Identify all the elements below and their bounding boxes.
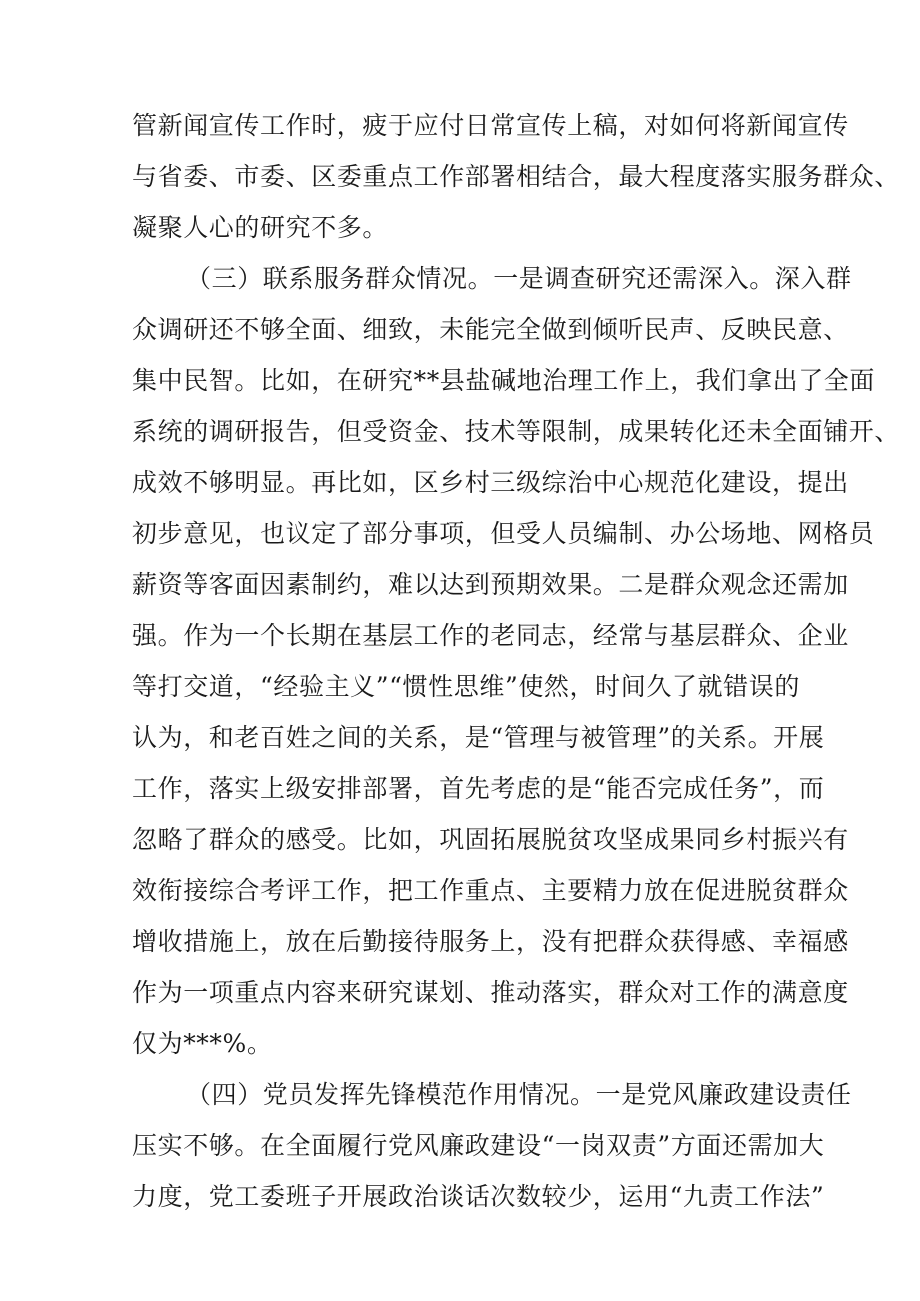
text-line: 仅为***%。 xyxy=(132,1029,273,1058)
text-line: 系统的调研报告，但受资金、技术等限制，成果转化还未全面铺开、 xyxy=(132,417,901,446)
text-line: 集中民智。比如，在研究**县盐碱地治理工作上，我们拿出了全面 xyxy=(132,366,876,395)
text-line: 工作，落实上级安排部署，首先考虑的是“能否完成任务”，而 xyxy=(132,774,825,803)
text-line: 增收措施上，放在后勤接待服务上，没有把群众获得感、幸福感 xyxy=(132,927,849,956)
text-line: 忽略了群众的感受。比如，巩固拓展脱贫攻坚成果同乡村振兴有 xyxy=(132,825,849,854)
text-line: 等打交道，“经验主义”“惯性思维”使然，时间久了就错误的 xyxy=(132,672,800,701)
text-line: 与省委、市委、区委重点工作部署相结合，最大程度落实服务群众、 xyxy=(132,162,901,191)
text-line: 强。作为一个长期在基层工作的老同志，经常与基层群众、企业 xyxy=(132,621,849,650)
text-line: 凝聚人心的研究不多。 xyxy=(132,213,389,242)
text-line: 成效不够明显。再比如，区乡村三级综治中心规范化建设，提出 xyxy=(132,468,849,497)
text-line: 力度，党工委班子开展政治谈话次数较少，运用“九责工作法” xyxy=(132,1182,825,1211)
text-line: 众调研还不够全面、细致，未能完全做到倾听民声、反映民意、 xyxy=(132,315,849,344)
text-line: 压实不够。在全面履行党风廉政建设“一岗双责”方面还需加大 xyxy=(132,1131,825,1160)
text-line: 认为，和老百姓之间的关系，是“管理与被管理”的关系。开展 xyxy=(132,723,825,752)
text-line: 初步意见，也议定了部分事项，但受人员编制、办公场地、网格员 xyxy=(132,519,875,548)
text-line: 作为一项重点内容来研究谋划、推动落实，群众对工作的满意度 xyxy=(132,978,849,1007)
text-line: 效衔接综合考评工作，把工作重点、主要精力放在促进脱贫群众 xyxy=(132,876,849,905)
text-line: 薪资等客面因素制约，难以达到预期效果。二是群众观念还需加 xyxy=(132,570,849,599)
text-line: 管新闻宣传工作时，疲于应付日常宣传上稿，对如何将新闻宣传 xyxy=(132,111,849,140)
section-heading-line: （三）联系服务群众情况。一是调查研究还需深入。深入群 xyxy=(186,264,852,293)
section-heading-line: （四）党员发挥先锋模范作用情况。一是党风廉政建设责任 xyxy=(186,1080,852,1109)
